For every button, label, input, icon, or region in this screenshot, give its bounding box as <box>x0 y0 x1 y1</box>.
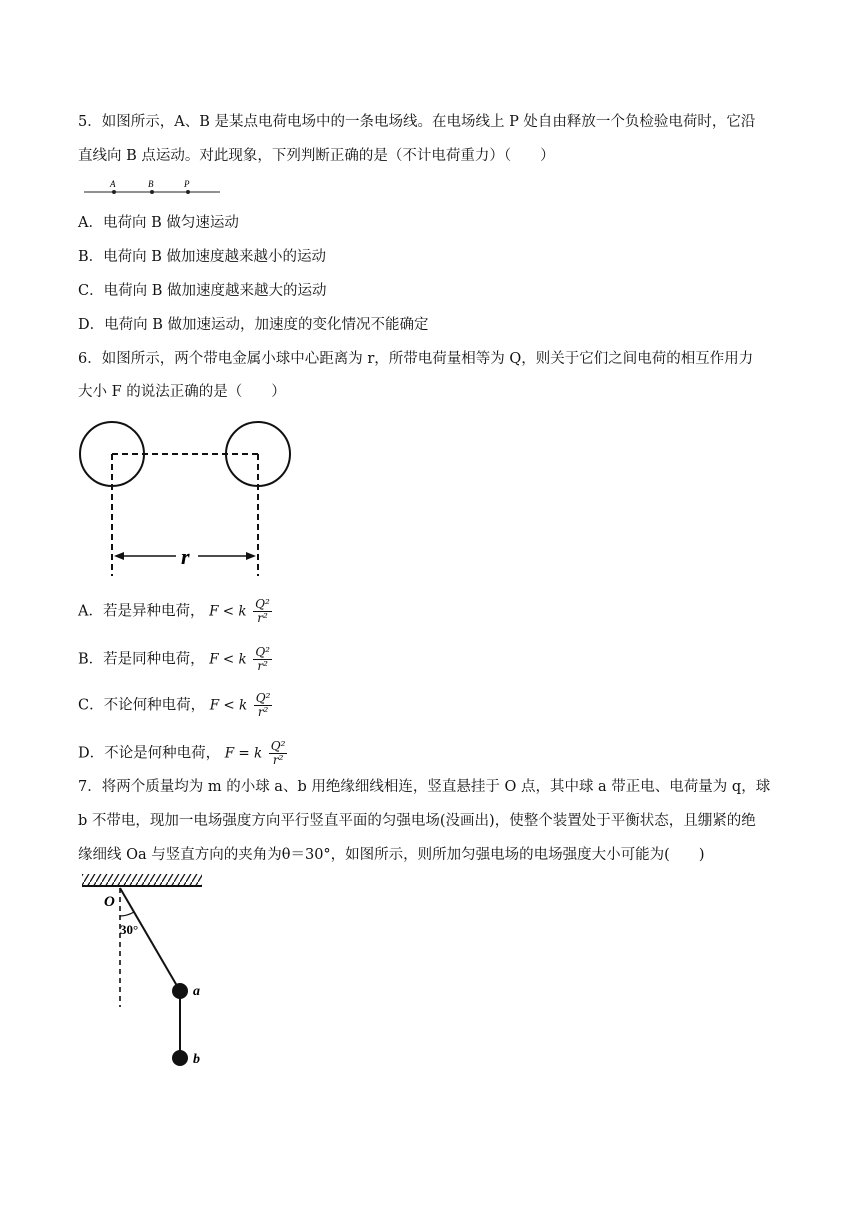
q6-option-a <box>78 598 272 625</box>
q7-pendulum-figure <box>78 872 213 1068</box>
q5-stem-line2: 直线向 B 点运动。对此现象，下列判断正确的是（不计电荷重力）（ ） <box>78 148 555 164</box>
distance-r-label: r <box>181 544 190 569</box>
q5-option-b: B．电荷向 B 做加速度越来越小的运动 <box>78 249 327 265</box>
q6-option-d <box>78 740 287 767</box>
q6-option-c-text: C．不论何种电荷， <box>78 697 206 714</box>
ball-b-label: b <box>193 1052 200 1067</box>
q6-option-b <box>78 646 272 673</box>
q6-option-c-fraction: $\frac{\text{Q²}}{\text{r²}}$ <box>255 691 271 719</box>
q7-stem-line2: b 不带电，现加一电场强度方向平行竖直平面的匀强电场(没画出)，使整个装置处于平衡状态，且绷紧的绝 <box>78 813 756 829</box>
point-p-label: P <box>184 179 190 189</box>
q6-stem-line1: 6．如图所示，两个带电金属小球中心距离为 r，所带电荷量相等为 Q，则关于它们之间电荷的相互作用力 <box>78 351 754 367</box>
q6-two-spheres-figure <box>76 418 296 580</box>
q7-stem-line1: 7．将两个质量均为 m 的小球 a、b 用绝缘细线相连，竖直悬挂于 O 点，其中球 a 带正电、电荷量为 q，球 <box>78 779 771 795</box>
q5-option-c: C．电荷向 B 做加速度越来越大的运动 <box>78 283 327 299</box>
point-a-label: A <box>110 179 116 189</box>
q6-option-a-fraction: $\frac{\text{Q²}}{\text{r²}}$ <box>255 597 270 625</box>
q6-option-d-fraction: $\frac{\text{Q²}}{\text{r²}}$ <box>270 739 286 767</box>
q6-option-d-lhs: F = k <box>224 745 263 762</box>
q6-option-c <box>78 692 272 719</box>
q6-option-d-text: D．不论是何种电荷， <box>78 745 221 762</box>
q5-field-line-figure <box>80 176 225 198</box>
q7-stem-line3: 缘细线 Oa 与竖直方向的夹角为θ＝30°，如图所示，则所加匀强电场的电场强度大小可能为( ) <box>78 847 705 863</box>
point-b-label: B <box>148 179 154 189</box>
q6-option-b-text: B．若是同种电荷， <box>78 651 205 668</box>
q6-option-c-lhs: F < k <box>209 697 248 714</box>
ball-a-label: a <box>193 984 200 999</box>
point-o-label: O <box>104 894 115 910</box>
q6-option-b-lhs: F < k <box>209 651 247 668</box>
q6-option-a-lhs: F < k <box>209 603 247 620</box>
q6-option-b-fraction: $\frac{\text{Q²}}{\text{r²}}$ <box>255 645 270 673</box>
q6-stem-line2: 大小 F 的说法正确的是（ ） <box>78 384 286 400</box>
q5-stem-line1: 5．如图所示，A、B 是某点电荷电场中的一条电场线。在电场线上 P 处自由释放一个负检验电荷时，它沿 <box>78 114 756 130</box>
q6-option-a-text: A．若是异种电荷， <box>78 603 205 620</box>
angle-label: 30° <box>120 922 139 937</box>
q5-option-a: A．电荷向 B 做匀速运动 <box>78 215 239 231</box>
q5-option-d: D．电荷向 B 做加速运动，加速度的变化情况不能确定 <box>78 317 429 333</box>
